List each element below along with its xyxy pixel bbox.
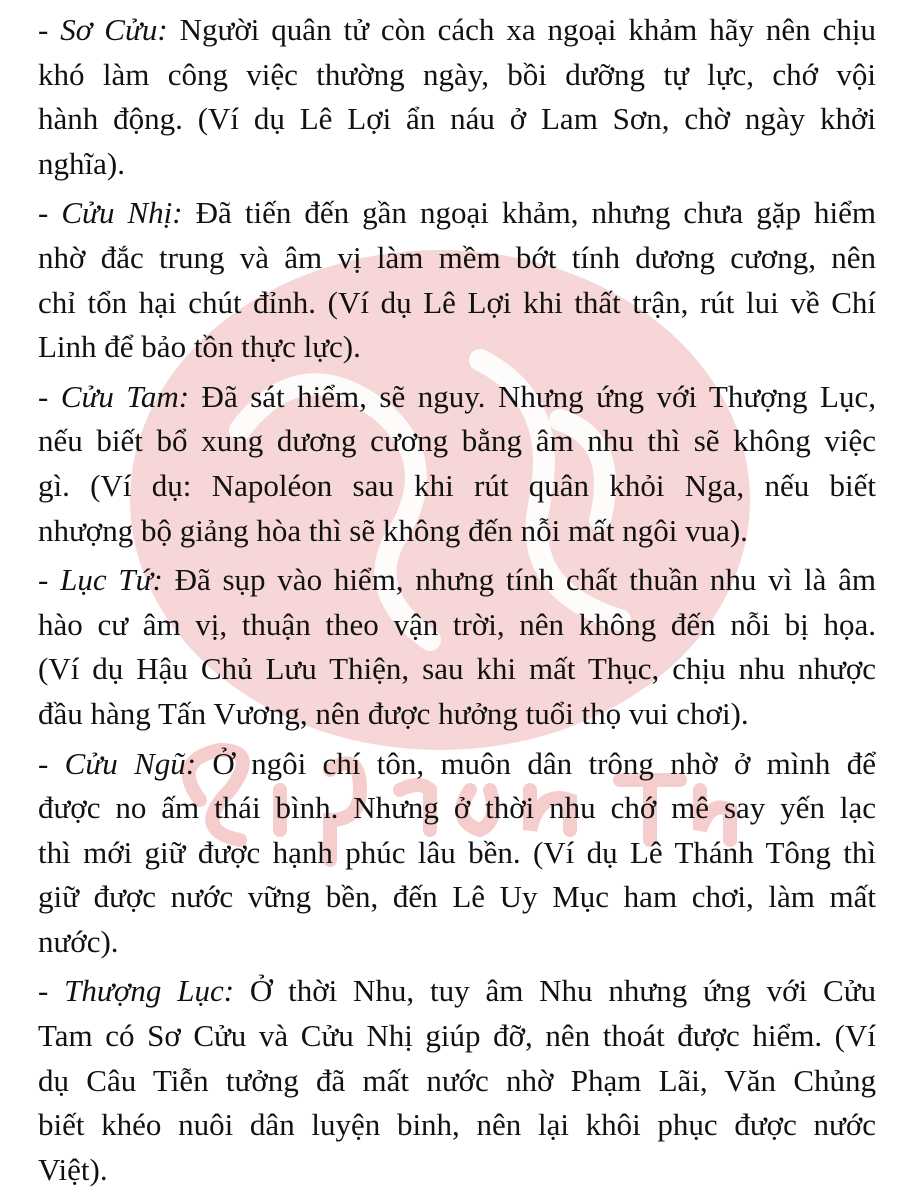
text-line	[38, 969, 876, 1014]
text-line	[38, 419, 876, 464]
text-line	[38, 281, 876, 326]
bullet-dash: -	[38, 562, 61, 598]
paragraph	[38, 558, 876, 736]
line-text: gì. (Ví dụ: Napoléon sau khi rút quân khỏi Nga, nếu biết	[38, 467, 876, 503]
line-text: thì mới giữ được hạnh phúc lâu bền. (Ví dụ Lê Thánh Tông thì	[38, 834, 876, 870]
text-line	[38, 191, 876, 236]
line-text: Tam có Sơ Cửu và Cửu Nhị giúp đỡ, nên thoát được hiểm. (Ví	[38, 1018, 876, 1054]
line-label: Thượng Lục:	[64, 973, 235, 1009]
line-text: Việt).	[38, 1151, 108, 1187]
paragraph	[38, 969, 876, 1192]
line-text: nếu biết bổ xung dương cương bằng âm nhu thì sẽ không việc	[38, 423, 876, 459]
line-text: đầu hàng Tấn Vương, nên được hưởng tuổi thọ vui chơi).	[38, 695, 749, 731]
paragraph	[38, 742, 876, 965]
text-line	[38, 1014, 876, 1059]
bullet-dash: -	[38, 195, 62, 231]
line-label: Lục Tứ:	[60, 562, 163, 598]
bullet-dash: -	[38, 12, 61, 47]
line-text: Ở thời Nhu, tuy âm Nhu nhưng ứng với Cửu	[234, 973, 876, 1009]
text-line	[38, 1103, 876, 1148]
text-line	[38, 692, 876, 737]
text-line	[38, 142, 876, 187]
line-text: nhờ đắc trung và âm vị làm mềm bớt tính dương cương, nên	[38, 239, 876, 275]
text-line	[38, 558, 876, 603]
text-line	[38, 742, 876, 787]
line-text: nước).	[38, 923, 119, 959]
text-line	[38, 920, 876, 965]
line-text: (Ví dụ Hậu Chủ Lưu Thiện, sau khi mất Thục, chịu nhu nhược	[38, 651, 876, 687]
text-line	[38, 53, 876, 98]
line-label: Cửu Tam:	[60, 378, 190, 414]
line-text: nghĩa).	[38, 145, 125, 181]
paragraph	[38, 8, 876, 186]
text-line	[38, 831, 876, 876]
text-line	[38, 509, 876, 554]
text-line	[38, 647, 876, 692]
text-line	[38, 236, 876, 281]
text-line	[38, 325, 876, 370]
paragraph	[38, 191, 876, 369]
line-text: hành động. (Ví dụ Lê Lợi ẩn náu ở Lam Sơn, chờ ngày khởi	[38, 101, 876, 137]
line-text: khó làm công việc thường ngày, bồi dưỡng tự lực, chớ vội	[38, 56, 876, 92]
text-line	[38, 1148, 876, 1193]
line-text: Đã tiến đến gần ngoại khảm, nhưng chưa gặp hiểm	[182, 195, 876, 231]
line-text: giữ được nước vững bền, đến Lê Uy Mục ham chơi, làm mất	[38, 879, 876, 915]
line-text: Người quân tử còn cách xa ngoại khảm hãy nên chịu	[167, 12, 876, 47]
text-line	[38, 875, 876, 920]
line-text: dụ Câu Tiễn tưởng đã mất nước nhờ Phạm Lãi, Văn Chủng	[38, 1062, 876, 1098]
text-line	[38, 786, 876, 831]
line-label: Cửu Nhị:	[61, 195, 183, 231]
line-text: biết khéo nuôi dân luyện binh, nên lại khôi phục được nước	[38, 1107, 876, 1143]
bullet-dash: -	[38, 973, 65, 1009]
line-label: Sơ Cửu:	[60, 12, 168, 47]
text-line	[38, 8, 876, 53]
bullet-dash: -	[38, 378, 61, 414]
line-text: Linh để bảo tồn thực lực).	[38, 329, 361, 365]
bullet-dash: -	[38, 745, 65, 781]
text-line	[38, 1059, 876, 1104]
text-line	[38, 603, 876, 648]
paragraph	[38, 375, 876, 553]
line-text: chỉ tổn hại chút đỉnh. (Ví dụ Lê Lợi khi thất trận, rút lui về Chí	[38, 284, 876, 320]
text-line	[38, 97, 876, 142]
line-text: hào cư âm vị, thuận theo vận trời, nên không đến nỗi bị họa.	[38, 606, 876, 642]
line-text: Ở ngôi chí tôn, muôn dân trông nhờ ở mình để	[196, 745, 876, 781]
line-text: Đã sụp vào hiểm, nhưng tính chất thuần nhu vì là âm	[162, 562, 876, 598]
line-text: được no ấm thái bình. Nhưng ở thời nhu chớ mê say yến lạc	[38, 790, 876, 826]
document-body	[38, 8, 876, 1197]
line-label: Cửu Ngũ:	[64, 745, 197, 781]
text-line	[38, 375, 876, 420]
line-text: nhượng bộ giảng hòa thì sẽ không đến nỗi mất ngôi vua).	[38, 512, 748, 548]
line-text: Đã sát hiểm, sẽ nguy. Nhưng ứng với Thượng Lục,	[189, 378, 876, 414]
text-line	[38, 464, 876, 509]
